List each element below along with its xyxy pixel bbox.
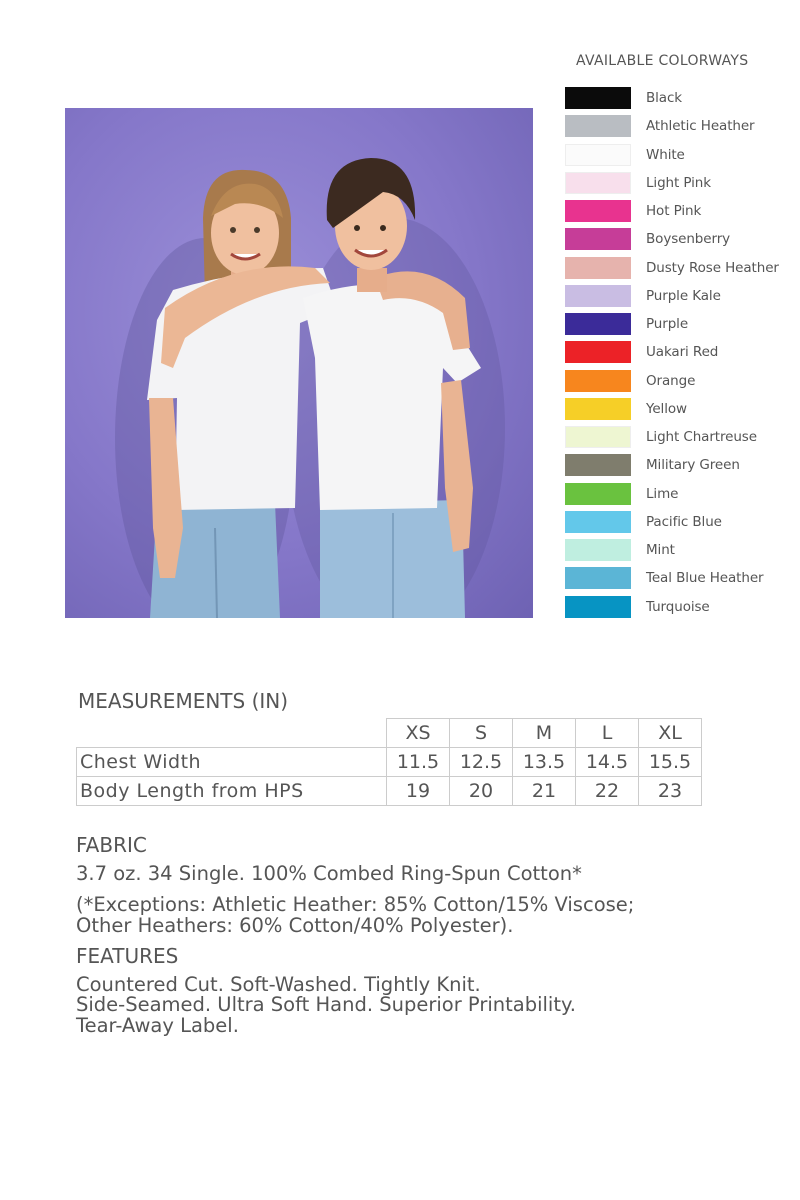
size-header: XS <box>387 719 450 748</box>
row-label: Body Length from HPS <box>77 777 387 806</box>
color-swatch <box>565 144 631 166</box>
colorway-label: Turquoise <box>646 598 710 615</box>
colorways-title: AVAILABLE COLORWAYS <box>576 53 749 69</box>
colorway-item <box>565 367 779 395</box>
colorway-item <box>565 451 779 479</box>
colorway-label: Orange <box>646 372 696 389</box>
table-cell: 23 <box>639 777 702 806</box>
table-cell: 14.5 <box>576 748 639 777</box>
colorway-item <box>565 480 779 508</box>
size-header: L <box>576 719 639 748</box>
colorway-label: Uakari Red <box>646 344 719 361</box>
color-swatch <box>565 257 631 279</box>
colorway-item <box>565 112 779 140</box>
features-line-2: Side-Seamed. Ultra Soft Hand. Superior Printability. <box>76 993 576 1016</box>
color-swatch <box>565 426 631 448</box>
features-heading: FEATURES <box>76 944 179 968</box>
colorway-item <box>565 254 779 282</box>
size-header: M <box>513 719 576 748</box>
table-cell: 20 <box>450 777 513 806</box>
features-line-1: Countered Cut. Soft-Washed. Tightly Knit. <box>76 973 481 996</box>
product-photo <box>65 108 533 618</box>
colorway-item <box>565 564 779 592</box>
measurements-title: MEASUREMENTS (IN) <box>78 689 289 713</box>
fabric-line-1: 3.7 oz. 34 Single. 100% Combed Ring-Spun Cotton* <box>76 862 582 885</box>
fabric-line-3: Other Heathers: 60% Cotton/40% Polyester). <box>76 914 514 937</box>
color-swatch <box>565 511 631 533</box>
colorway-label: Purple Kale <box>646 287 721 304</box>
color-swatch <box>565 341 631 363</box>
colorway-item <box>565 197 779 225</box>
colorway-item <box>565 536 779 564</box>
color-swatch <box>565 115 631 137</box>
colorway-item <box>565 84 779 112</box>
table-row <box>77 748 702 777</box>
colorway-label: Dusty Rose Heather <box>646 259 779 276</box>
colorway-label: Yellow <box>646 400 687 417</box>
color-swatch <box>565 200 631 222</box>
colorway-item <box>565 395 779 423</box>
colorway-label: Boysenberry <box>646 231 731 248</box>
size-header-row <box>77 719 702 748</box>
colorway-label: Light Pink <box>646 174 711 191</box>
colorway-label: Athletic Heather <box>646 118 755 135</box>
color-swatch <box>565 483 631 505</box>
fabric-line-2: (*Exceptions: Athletic Heather: 85% Cotton/15% Viscose; <box>76 893 635 916</box>
fabric-heading: FABRIC <box>76 833 147 857</box>
colorway-label: Pacific Blue <box>646 513 722 530</box>
colorway-item <box>565 169 779 197</box>
header-blank-cell <box>77 719 387 748</box>
table-cell: 22 <box>576 777 639 806</box>
colorway-item <box>565 225 779 253</box>
colorway-swatch-list <box>565 84 779 621</box>
size-header: S <box>450 719 513 748</box>
color-swatch <box>565 87 631 109</box>
table-row <box>77 777 702 806</box>
table-cell: 19 <box>387 777 450 806</box>
color-swatch <box>565 370 631 392</box>
colorway-item <box>565 508 779 536</box>
measurements-table <box>76 718 702 806</box>
colorway-label: Hot Pink <box>646 203 702 220</box>
table-cell: 13.5 <box>513 748 576 777</box>
colorway-item <box>565 141 779 169</box>
color-swatch <box>565 228 631 250</box>
color-swatch <box>565 567 631 589</box>
color-swatch <box>565 285 631 307</box>
colorway-label: Light Chartreuse <box>646 429 757 446</box>
color-swatch <box>565 454 631 476</box>
table-cell: 15.5 <box>639 748 702 777</box>
colorway-label: Teal Blue Heather <box>646 570 764 587</box>
colorway-item <box>565 310 779 338</box>
features-line-3: Tear-Away Label. <box>76 1014 239 1037</box>
table-cell: 11.5 <box>387 748 450 777</box>
table-cell: 21 <box>513 777 576 806</box>
colorway-item <box>565 282 779 310</box>
color-swatch <box>565 313 631 335</box>
color-swatch <box>565 172 631 194</box>
color-swatch <box>565 398 631 420</box>
colorway-label: Purple <box>646 316 689 333</box>
kids-in-white-tees-illustration <box>65 108 533 618</box>
colorway-item <box>565 593 779 621</box>
colorway-item <box>565 423 779 451</box>
colorway-label: Mint <box>646 542 675 559</box>
color-swatch <box>565 539 631 561</box>
colorway-label: Black <box>646 90 683 107</box>
colorway-item <box>565 338 779 366</box>
colorway-label: Military Green <box>646 457 740 474</box>
colorway-label: Lime <box>646 485 679 502</box>
colorway-label: White <box>646 146 685 163</box>
color-swatch <box>565 596 631 618</box>
table-cell: 12.5 <box>450 748 513 777</box>
size-header: XL <box>639 719 702 748</box>
row-label: Chest Width <box>77 748 387 777</box>
